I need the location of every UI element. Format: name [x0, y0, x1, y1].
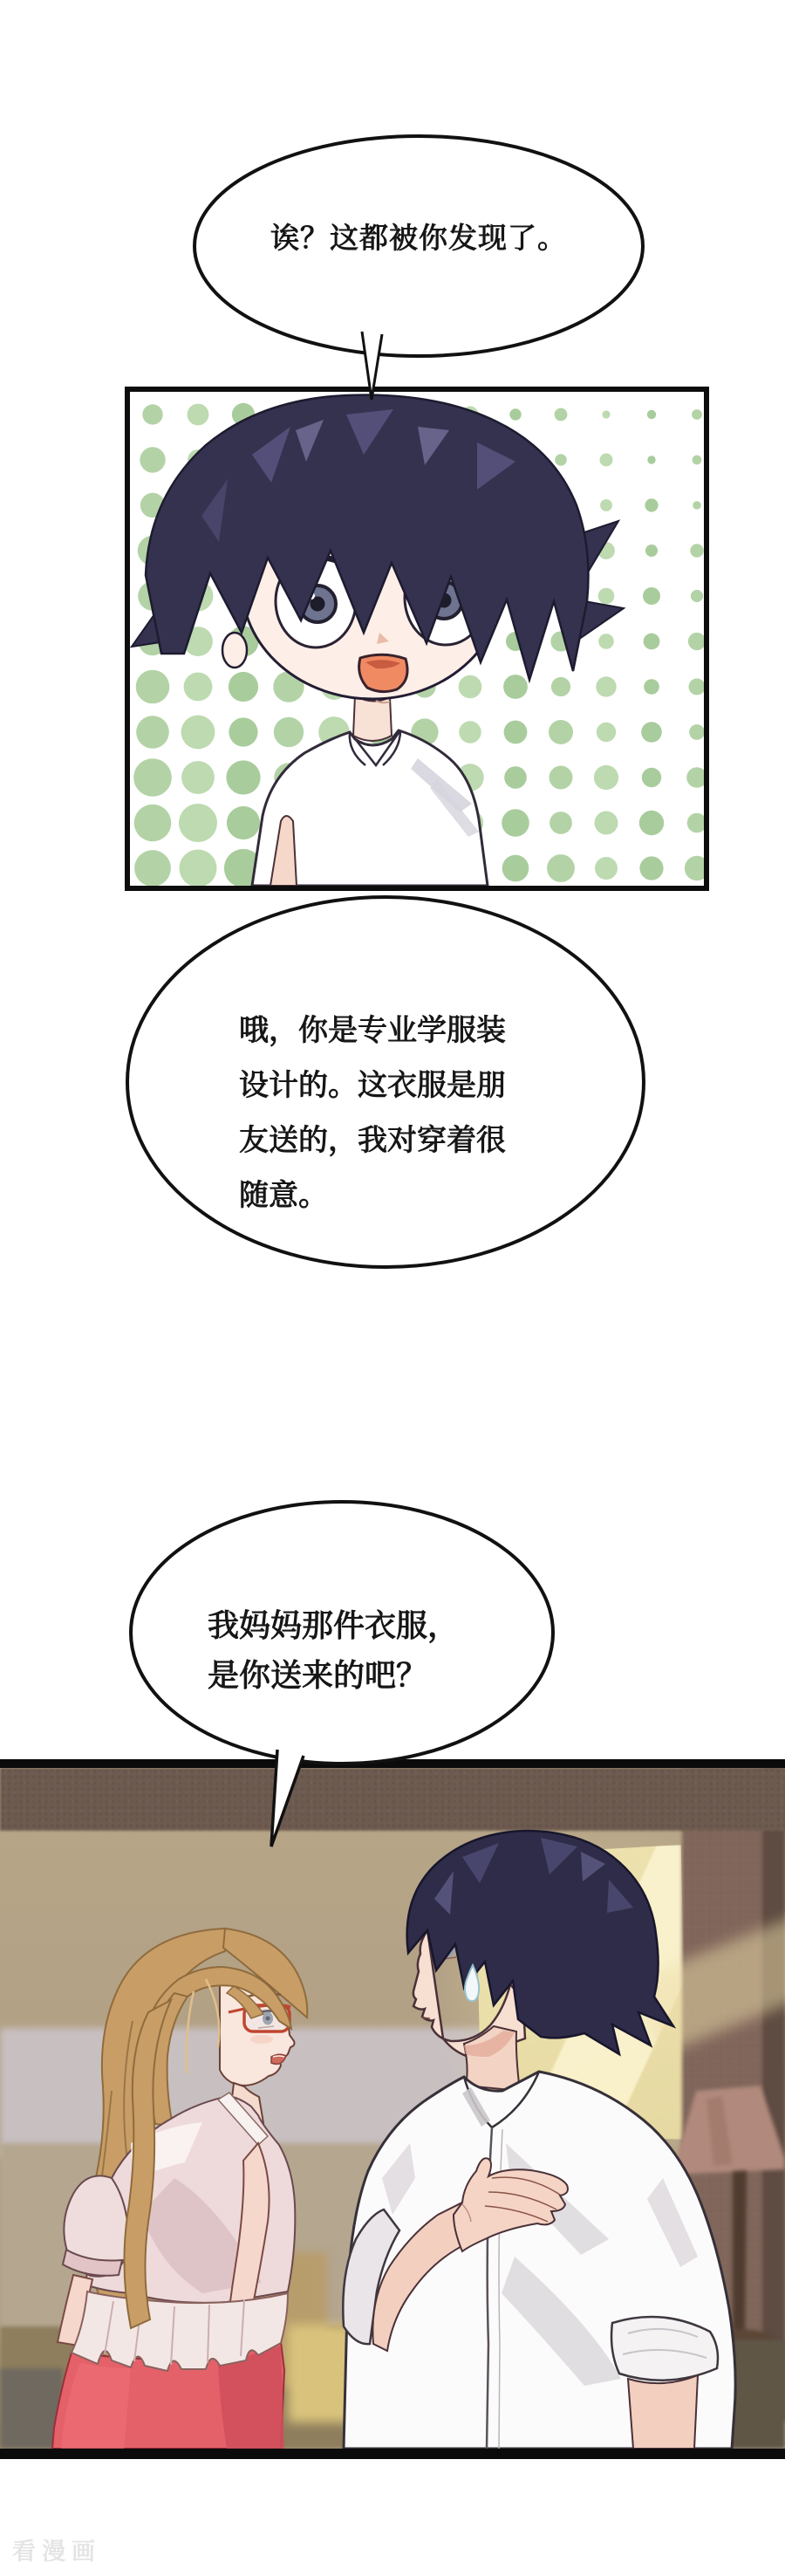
bubble-line: 是你送来的吧？	[208, 1657, 428, 1693]
surprised-boy-drawing	[130, 392, 704, 886]
boy-shirt	[252, 730, 488, 886]
woman-blush	[250, 2035, 273, 2044]
watermark: 看漫画	[12, 2538, 101, 2565]
bubble-line: 随意。	[239, 1179, 328, 1212]
speech-bubble-1	[157, 122, 663, 414]
bubble-line: 设计的。这衣服是朋	[239, 1069, 506, 1102]
woman-mouth	[271, 2054, 286, 2064]
boy-ear	[222, 633, 247, 668]
bubble-line: 哦，你是专业学服装	[239, 1014, 506, 1047]
bubble-line: 友送的，我对穿着很	[239, 1124, 506, 1157]
bubble-line: 诶？这都被你发现了。	[270, 222, 567, 254]
bubble-3-tail	[271, 1750, 304, 1846]
bubble-1-text	[249, 223, 589, 252]
bubble-1-tail	[362, 332, 382, 400]
bubble-line: 我妈妈那件衣服，	[208, 1607, 460, 1643]
man-right-forearm	[628, 2375, 698, 2449]
bubble-3-text	[208, 1600, 478, 1700]
bubble-2-text	[239, 1004, 527, 1223]
panel-flashback-boy	[125, 387, 709, 891]
man-drawing	[331, 1768, 785, 2449]
